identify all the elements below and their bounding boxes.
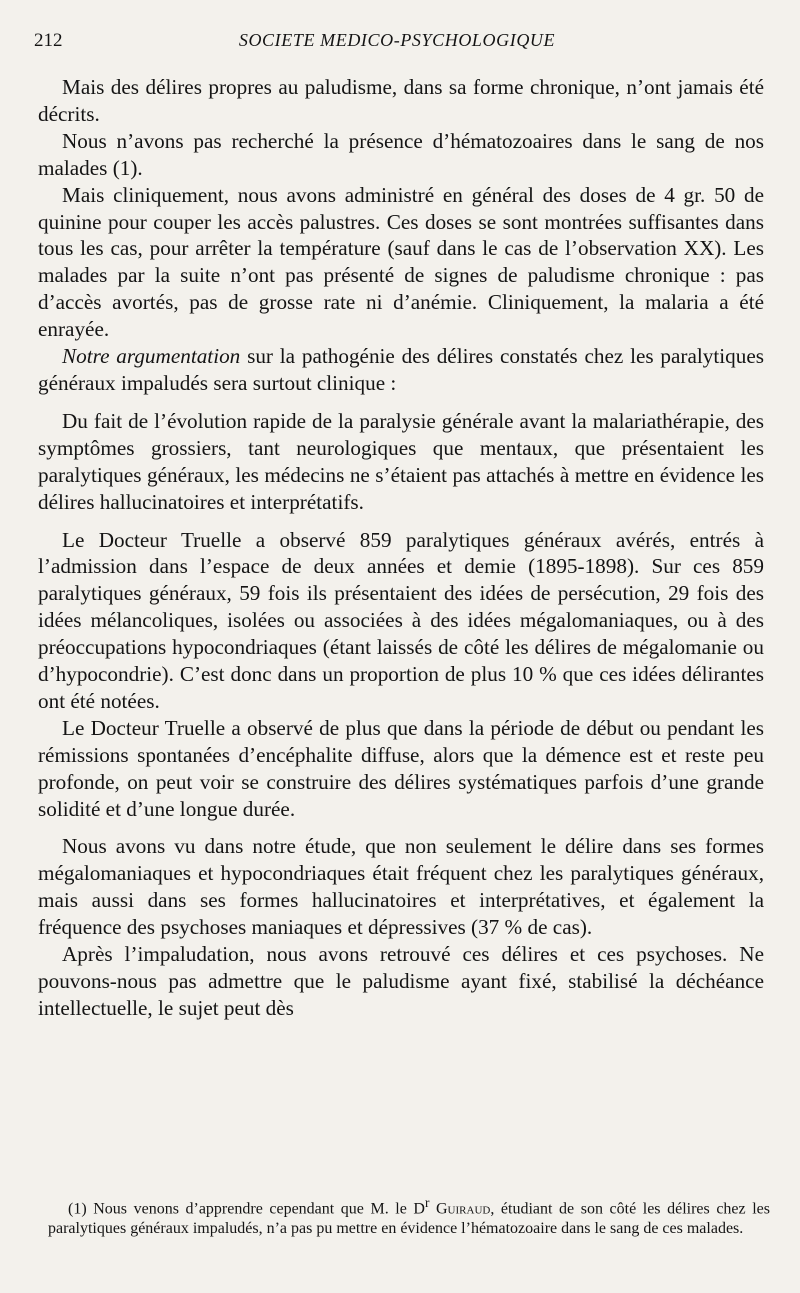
paragraph-4-text: sur la pathogénie des délires constatés chez les paralytiques généraux impaludés sera surtout clinique : <box>38 344 764 395</box>
paragraph-3: Mais cliniquement, nous avons administré en général des doses de 4 gr. 50 de quinine pour couper les accès palustres. Ces doses se sont montrées suffisantes dans tous les cas, pour arrêter la température (sauf dans le cas de l’observation XX). Les malades par la suite n’ont pas présenté de signes de paludisme chronique : pas d’accès avortés, pas de grosse rate ni d’anémie. Cliniquement, la malaria a été enrayée. <box>38 182 764 342</box>
paragraph-5: Du fait de l’évolution rapide de la paralysie générale avant la malariathérapie, des symptômes grossiers, tant neurologiques que mentaux, que présentaient les paralytiques généraux, les médecins ne s’étaient pas attachés à mettre en évidence les délires hallucinatoires et interprétatifs. <box>38 408 764 514</box>
footnote-before: (1) Nous venons d’apprendre cependant que M. le D <box>68 1200 425 1218</box>
footnote-superscript: r <box>424 1195 430 1210</box>
footnote <box>48 1193 770 1239</box>
page-header <box>34 30 760 56</box>
paragraph-1: Mais des délires propres au paludisme, dans sa forme chronique, n’ont jamais été décrits. <box>38 75 764 126</box>
paragraph-7: Le Docteur Truelle a observé de plus que dans la période de début ou pendant les rémissions spontanées d’encéphalite diffuse, alors que la démence est et reste peu profonde, on peut voir se construire des délires systématiques parfois d’une grande solidité et d’une longue durée. <box>38 715 764 821</box>
paragraph-9: Après l’impaludation, nous avons retrouvé ces délires et ces psychoses. Ne pouvons-nous pas admettre que le paludisme ayant fixé, stabilisé la déchéance intellectuelle, le sujet peut dès <box>38 942 764 1020</box>
running-head: SOCIETE MEDICO-PSYCHOLOGIQUE <box>238 30 556 50</box>
body-text <box>38 74 764 1022</box>
paragraph-6: Le Docteur Truelle a observé 859 paralytiques généraux avérés, entrés à l’admission dans l’espace de deux années et demie (1895-1898). Sur ces 859 paralytiques généraux, 59 fois ils présentaient des idées de persécution, 29 fois des idées mélancoliques, isolées ou associées à des idées mégalomaniaques, ou à des préoccupations hypocondriaques (étant laissés de côté les délires de mégalomanie ou d’hypocondrie). C’est donc dans un proportion de plus 10 % que ces idées délirantes ont été notées. <box>38 527 764 713</box>
footnote-author-name: Guiraud <box>429 1200 491 1218</box>
page-number: 212 <box>34 30 63 51</box>
paragraph-2: Nous n’avons pas recherché la présence d’hématozoaires dans le sang de nos malades (1). <box>38 128 764 180</box>
footnote-text <box>48 1193 770 1239</box>
footnote-after: , étudiant de son côté les délires chez les paralytiques généraux impaludés, n’a pas pu mettre en évidence l’hématozoaire dans le sang de ces malades. <box>48 1200 770 1238</box>
paragraph-4 <box>38 343 764 397</box>
italic-phrase: Notre argumentation <box>62 344 241 369</box>
paragraph-8: Nous avons vu dans notre étude, que non seulement le délire dans ses formes mégalomaniaques et hypocondriaques était fréquent chez les paralytiques généraux, mais aussi dans ses formes hallucinatoires et interprétatives, et également la fréquence des psychoses maniaques et dépressives (37 % de cas). <box>38 834 764 940</box>
